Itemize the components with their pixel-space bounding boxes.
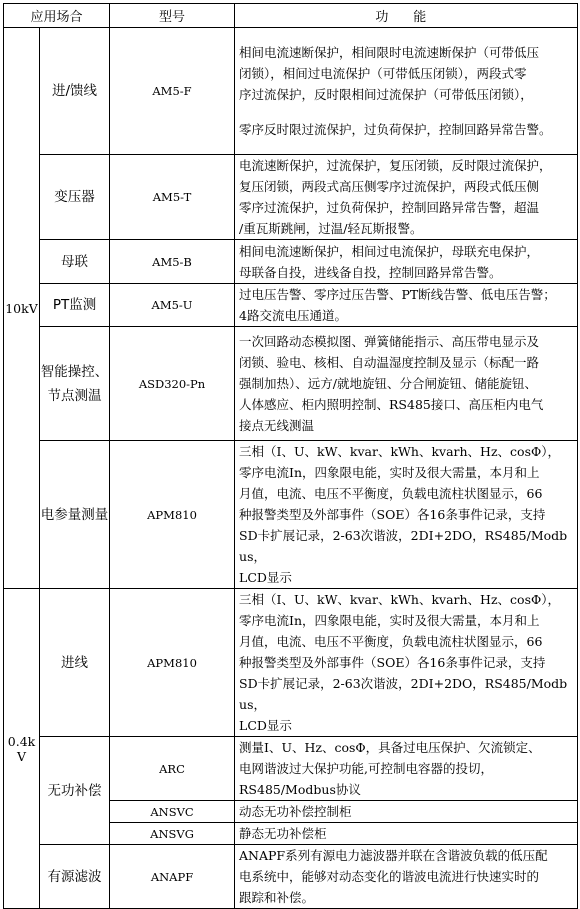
function-line: 三相（I、U、kW、kvar、kWh、kvarh、Hz、cosΦ）， xyxy=(239,592,560,607)
function-line: SD卡扩展记录，2-63次谐波，2DI+2DO，RS485/Modbus， xyxy=(239,676,568,712)
function-line: 零序反时限过流保护，过负荷保护，控制回路异常告警。 xyxy=(239,122,552,137)
function-line: 电系统中，能够对动态变化的谐波电流进行快速实时的 xyxy=(239,869,540,884)
function-line: 强制加热）、远方/就地旋钮、分合闸旋钮、储能旋钮、 xyxy=(239,376,537,391)
function-cell xyxy=(235,737,578,801)
model-cell: ASD320-Pn xyxy=(110,327,235,441)
function-line: 动态无功补偿控制柜 xyxy=(239,804,352,819)
app-line: 智能操控、 xyxy=(40,363,109,380)
function-cell xyxy=(235,823,578,845)
function-line: 相间电流速断保护，相间限时电流速断保护（可带低压 xyxy=(239,45,540,60)
function-line: ANAPF系列有源电力滤波器并联在含谐波负载的低压配 xyxy=(239,848,548,863)
function-cell xyxy=(235,155,578,240)
function-line: 复压闭锁，两段式高压侧零序过流保护，两段式低压侧 xyxy=(239,179,540,194)
header-app: 应用场合 xyxy=(4,4,110,28)
model-cell: ANSVC xyxy=(110,801,235,823)
app-cell: 电参量测量 xyxy=(40,441,110,589)
model-cell: APM810 xyxy=(110,441,235,589)
function-cell xyxy=(235,441,578,589)
voltage-10kv: 10kV xyxy=(4,28,40,589)
model-cell: ANAPF xyxy=(110,845,235,909)
app-cell: 母联 xyxy=(40,240,110,284)
function-line: 月值，电流、电压不平衡度，负载电流柱状图显示，66 xyxy=(239,634,543,649)
function-cell xyxy=(235,327,578,441)
table-row xyxy=(4,28,578,155)
function-line: SD卡扩展记录，2-63次谐波，2DI+2DO，RS485/Modbus， xyxy=(239,528,568,564)
app-cell: 变压器 xyxy=(40,155,110,240)
table-row xyxy=(4,737,578,801)
model-cell: AM5-F xyxy=(110,28,235,155)
function-line: 零序过流保护，过负荷保护，控制回路异常告警，超温 xyxy=(239,200,540,215)
function-line: 相间电流速断保护，相间过电流保护，母联充电保护， xyxy=(239,243,540,259)
function-line: LCD显示 xyxy=(239,718,292,733)
app-cell: PT监测 xyxy=(40,284,110,327)
model-cell: ANSVG xyxy=(110,823,235,845)
header-model: 型号 xyxy=(110,4,235,28)
table-row xyxy=(4,327,578,441)
table-row xyxy=(4,589,578,737)
function-line: 闭锁），相间过电流保护（可带低压闭锁），两段式零 xyxy=(239,66,527,81)
app-cell: 进/馈线 xyxy=(40,28,110,155)
app-cell: 进线 xyxy=(40,589,110,737)
function-line: 零序电流In，四象限电能，实时及很大需量，本月和上 xyxy=(239,465,540,480)
model-cell: APM810 xyxy=(110,589,235,737)
voltage-line: 0.4k xyxy=(7,733,36,749)
function-line: 序过流保护，反时限相间过流保护（可带低压闭锁）， xyxy=(239,87,533,102)
function-cell xyxy=(235,240,578,284)
function-cell xyxy=(235,845,578,909)
function-cell xyxy=(235,28,578,155)
function-cell xyxy=(235,801,578,823)
function-line: 过电压告警、零序过压告警、PT断线告警、低电压告警； xyxy=(239,287,556,302)
function-line: 人体感应、柜内照明控制、RS485接口、高压柜内电气 xyxy=(239,397,544,412)
function-line: 接点无线测温 xyxy=(239,418,315,433)
function-cell xyxy=(235,284,578,327)
function-line: 闭锁、验电、核相、自动温湿度控制及显示（标配一路 xyxy=(239,355,540,370)
model-cell: AM5-T xyxy=(110,155,235,240)
table-row xyxy=(4,240,578,284)
model-cell: AM5-B xyxy=(110,240,235,284)
function-line: 跟踪和补偿。 xyxy=(239,890,315,905)
header-row xyxy=(4,4,578,28)
voltage-line: V xyxy=(16,748,27,764)
spec-table xyxy=(3,3,578,909)
function-line: 一次回路动态模拟图、弹簧储能指示、高压带电显示及 xyxy=(239,334,540,349)
function-line: 电网谐波过大保护功能,可控制电容器的投切， xyxy=(239,761,493,776)
function-line: /重瓦斯跳闸，过温/轻瓦斯报警。 xyxy=(239,221,423,236)
function-line: 电流速断保护，过流保护，复压闭锁，反时限过流保护， xyxy=(239,158,552,173)
function-line: 母联备自投，进线备自投，控制回路异常告警。 xyxy=(239,264,502,280)
voltage-04kv xyxy=(4,589,40,909)
function-line: 月值，电流、电压不平衡度，负载电流柱状图显示，66 xyxy=(239,486,543,501)
function-line: 三相（I、U、kW、kvar、kWh、kvarh、Hz、cosΦ）， xyxy=(239,444,560,459)
function-line: RS485/Modbus协议 xyxy=(239,782,361,797)
app-cell: 无功补偿 xyxy=(40,737,110,845)
function-line: 零序电流In，四象限电能，实时及很大需量，本月和上 xyxy=(239,613,540,628)
function-cell xyxy=(235,589,578,737)
app-line: 节点测温 xyxy=(47,387,102,404)
table-row xyxy=(4,284,578,327)
header-function: 功 能 xyxy=(235,4,578,28)
function-line: 4路交流电压通道。 xyxy=(239,308,347,323)
function-line: 测量I、U、Hz、cosΦ，具备过电压保护、欠流锁定、 xyxy=(239,740,541,755)
function-line: 种报警类型及外部事件（SOE）各16条事件记录，支持 xyxy=(239,507,546,522)
app-cell: 有源滤波 xyxy=(40,845,110,909)
function-line: 种报警类型及外部事件（SOE）各16条事件记录，支持 xyxy=(239,655,546,670)
app-cell xyxy=(40,327,110,441)
table-row xyxy=(4,845,578,909)
model-cell: AM5-U xyxy=(110,284,235,327)
table-row xyxy=(4,155,578,240)
table-row xyxy=(4,441,578,589)
model-cell: ARC xyxy=(110,737,235,801)
function-line: 静态无功补偿柜 xyxy=(239,826,327,841)
function-line: LCD显示 xyxy=(239,570,292,585)
